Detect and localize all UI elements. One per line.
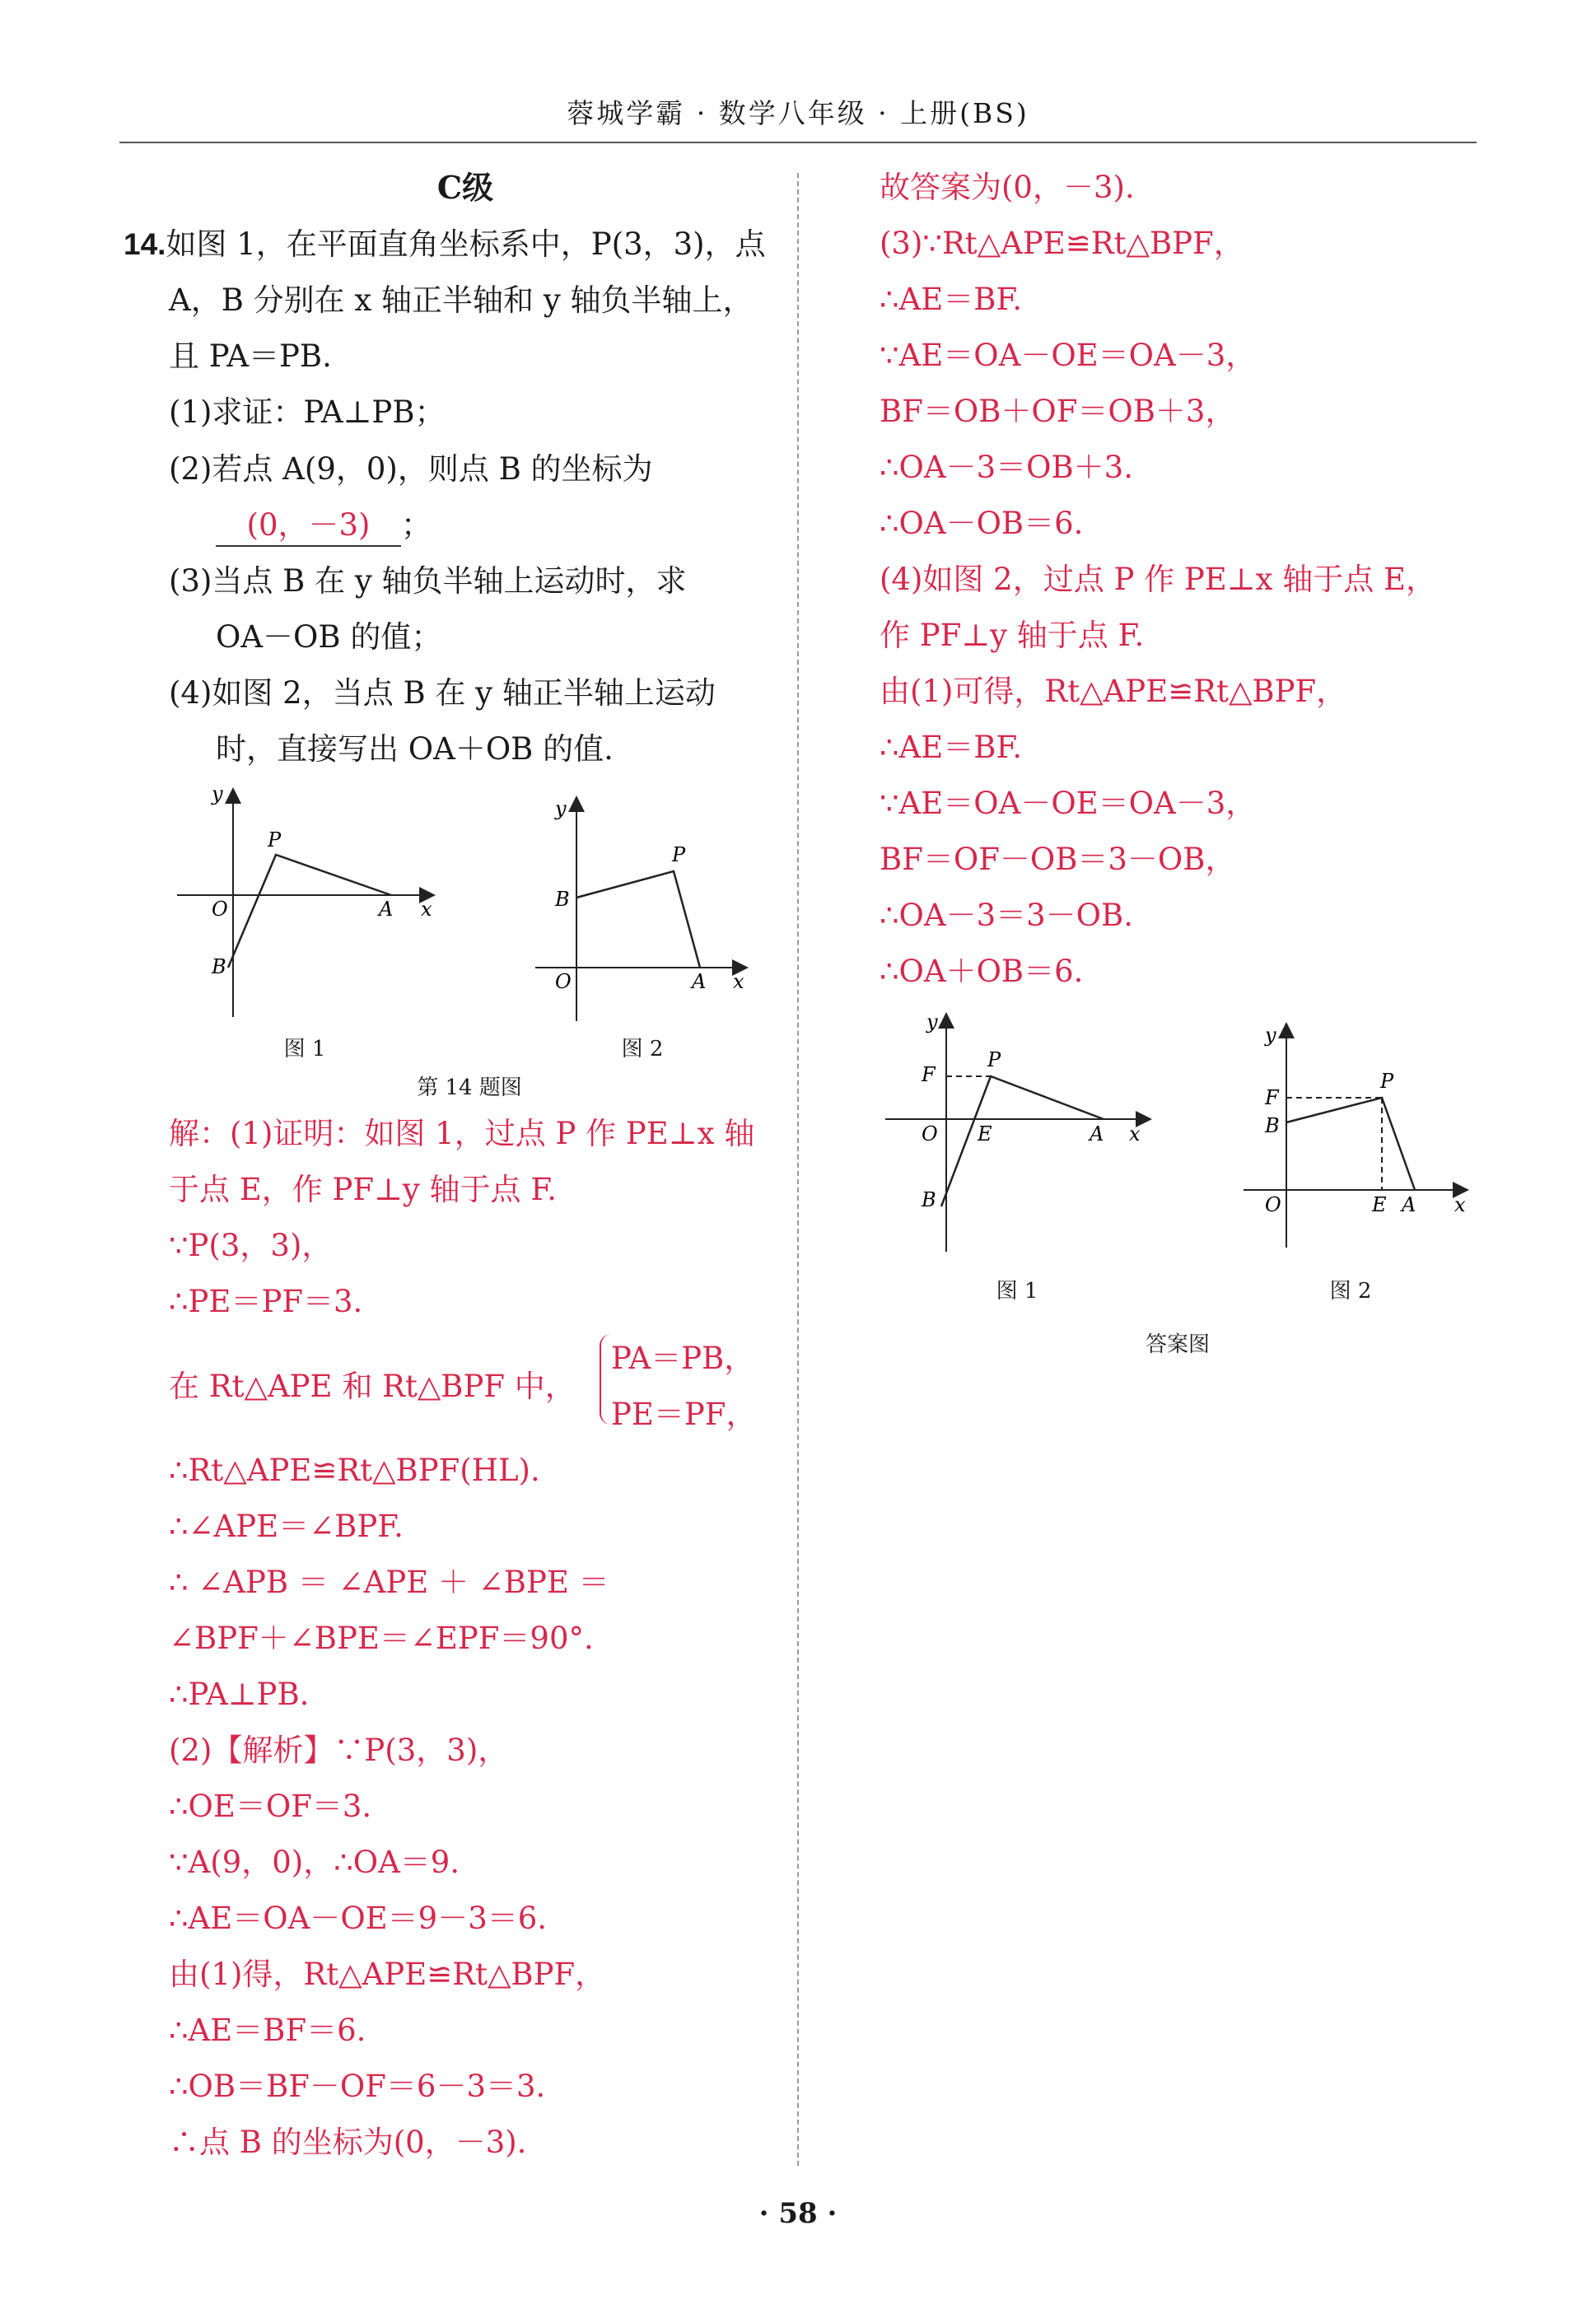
solution-left-line-20: ∴点 B 的坐标为(0，－3). (169, 2125, 527, 2160)
solution-right-line-6: ∴OA－3＝OB＋3. (880, 450, 1133, 485)
fig2-label-B: B (555, 888, 570, 911)
answer-fig1-label: 图 1 (996, 1279, 1038, 1304)
answer-fig2-label: 图 2 (1329, 1279, 1372, 1304)
problem-line-3: 且 PA＝PB. (169, 338, 332, 374)
ans1-label-x: x (1129, 1122, 1141, 1145)
ans2-label-E: E (1372, 1193, 1387, 1216)
solution-right-line-4: ∵AE＝OA－OE＝OA－3， (880, 338, 1257, 373)
running-header: 蓉城学霸 · 数学八年级 · 上册(BS) (567, 97, 1029, 129)
answer-figure-2 (1235, 1017, 1482, 1256)
solution-right-line-8: (4)如图 2，过点 P 作 PE⊥x 轴于点 E， (880, 562, 1436, 597)
problem-part-4-cont: 时，直接写出 OA＋OB 的值. (216, 731, 614, 767)
page-number: · 58 · (758, 2197, 838, 2230)
header-rule (119, 142, 1477, 143)
solution-right-line-1: 故答案为(0，－3). (880, 170, 1135, 205)
solution-left-line-16: ∴AE＝OA－OE＝9－3＝6. (169, 1901, 548, 1936)
fig1-label-y: y (212, 782, 223, 805)
level-heading: C级 (436, 169, 494, 206)
solution-left-line-10: ∴ ∠APB ＝ ∠APE ＋ ∠BPE ＝ (169, 1565, 609, 1600)
solution-left-line-12: ∴PA⊥PB. (169, 1677, 310, 1712)
ans2-label-F: F (1265, 1086, 1279, 1109)
solution-right-line-9: 作 PF⊥y 轴于点 F. (880, 618, 1145, 653)
solution-left-line-11: ∠BPF＋∠BPE＝∠EPF＝90°. (169, 1621, 594, 1656)
fig2-label-P: P (672, 843, 686, 866)
solution-right-line-15: ∴OA＋OB＝6. (880, 954, 1084, 989)
problem-part-1: (1)求证：PA⊥PB； (169, 394, 446, 430)
fig2-label-y: y (555, 797, 567, 820)
problem-number: 14. (124, 227, 166, 261)
ans1-label-P: P (987, 1048, 1001, 1071)
solution-right-line-5: BF＝OB＋OF＝OB＋3， (880, 394, 1236, 429)
ans2-label-A: A (1402, 1193, 1416, 1216)
solution-left-line-14: ∴OE＝OF＝3. (169, 1789, 372, 1824)
ans1-label-E: E (978, 1122, 992, 1145)
fig1-label-O: O (212, 898, 228, 921)
fig2-label-O: O (555, 970, 572, 993)
ans2-label-x: x (1454, 1193, 1466, 1216)
fig1-label-P: P (268, 828, 282, 851)
solution-right-line-7: ∴OA－OB＝6. (880, 506, 1084, 541)
answer-figure-1 (885, 1009, 1165, 1256)
solution-left-line-9: ∴∠APE＝∠BPF. (169, 1509, 404, 1544)
solution-right-line-10: 由(1)可得，Rt△APE≌Rt△BPF， (880, 674, 1347, 709)
ans1-label-A: A (1090, 1122, 1104, 1145)
answer-blank: (0，－3) (216, 506, 401, 547)
solution-left-line-3: ∵P(3，3)， (169, 1228, 333, 1263)
problem-line-1: 14.如图 1，在平面直角坐标系中，P(3，3)，点 (124, 226, 766, 262)
ans1-label-F: F (922, 1063, 936, 1086)
solution-left-line-8: ∴Rt△APE≌Rt△BPF(HL). (169, 1453, 540, 1488)
fig1-label-B: B (212, 955, 226, 978)
answer-figure-caption: 答案图 (1145, 1332, 1210, 1357)
problem-line-2: A，B 分别在 x 轴正半轴和 y 轴负半轴上， (169, 282, 754, 318)
ans1-label-O: O (922, 1122, 938, 1145)
fig1-label-x: x (421, 898, 432, 921)
brace-condition-1: PA＝PB， (611, 1341, 755, 1376)
solution-left-line-19: ∴OB＝BF－OF＝6－3＝3. (169, 2069, 546, 2104)
solution-left-line-5: 在 Rt△APE 和 Rt△BPF 中， (169, 1369, 576, 1404)
solution-right-line-3: ∴AE＝BF. (880, 282, 1023, 317)
problem-blank-line: (0，－3) ； (216, 506, 432, 547)
solution-right-line-11: ∴AE＝BF. (880, 730, 1023, 765)
problem-part-3: (3)当点 B 在 y 轴负半轴上运动时，求 (169, 563, 687, 599)
problem-figure-2 (527, 791, 758, 1029)
ans2-label-B: B (1265, 1114, 1280, 1137)
problem-part-2: (2)若点 A(9，0)，则点 B 的坐标为 (169, 451, 653, 487)
problem-fig2-label: 图 2 (621, 1037, 664, 1061)
solution-left-line-17: 由(1)得，Rt△APE≌Rt△BPF， (169, 1957, 606, 1992)
solution-right-line-14: ∴OA－3＝3－OB. (880, 898, 1133, 933)
fig2-label-x: x (733, 970, 744, 993)
problem-part-4: (4)如图 2，当点 B 在 y 轴正半轴上运动 (169, 675, 716, 711)
solution-left-line-2: 于点 E，作 PF⊥y 轴于点 F. (169, 1172, 557, 1207)
ans2-label-P: P (1380, 1070, 1394, 1093)
column-divider (797, 173, 799, 2166)
fig1-label-A: A (379, 898, 394, 921)
fig2-label-A: A (692, 970, 707, 993)
solution-left-line-18: ∴AE＝BF＝6. (169, 2013, 366, 2048)
solution-left-line-15: ∵A(9，0)，∴OA＝9. (169, 1845, 460, 1880)
brace-condition-2: PE＝PF， (611, 1397, 757, 1432)
ans1-label-y: y (926, 1010, 938, 1033)
ans2-label-O: O (1265, 1193, 1281, 1216)
problem-figure-caption: 第 14 题图 (417, 1075, 522, 1100)
solution-right-line-12: ∵AE＝OA－OE＝OA－3， (880, 786, 1257, 821)
ans1-label-B: B (922, 1188, 936, 1211)
ans2-label-y: y (1265, 1024, 1276, 1047)
solution-right-line-2: (3)∵Rt△APE≌Rt△BPF， (880, 226, 1244, 261)
problem-figure-1 (169, 782, 449, 1021)
solution-left-line-4: ∴PE＝PF＝3. (169, 1284, 363, 1319)
solution-left-line-13: (2)【解析】∵P(3，3)， (169, 1733, 509, 1768)
solution-left-line-1: 解：(1)证明：如图 1，过点 P 作 PE⊥x 轴 (169, 1116, 755, 1151)
solution-right-line-13: BF＝OF－OB＝3－OB， (880, 842, 1236, 877)
problem-part-3-cont: OA－OB 的值； (216, 619, 442, 655)
problem-fig1-label: 图 1 (283, 1037, 326, 1061)
